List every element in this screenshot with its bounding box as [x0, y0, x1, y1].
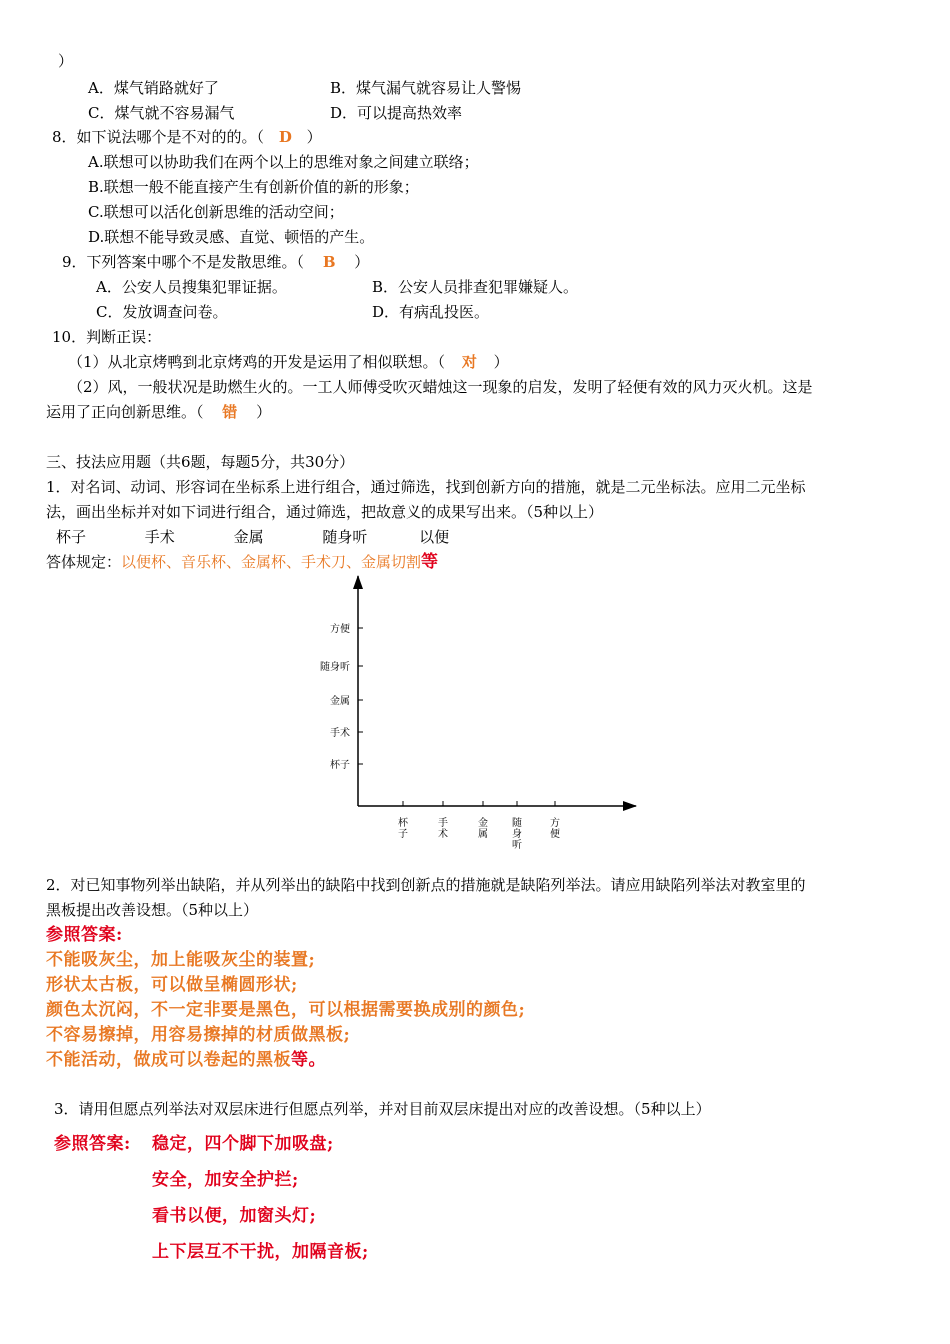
x-tick-label: 手术 [438, 818, 448, 840]
q10-item2-answer: 错 [222, 403, 238, 421]
s3-q1-line1: 1．对名词、动词、形容词在坐标系上进行组合，通过筛选，找到创新方向的措施，就是二元坐标法。应用二元坐标 [46, 478, 806, 496]
word-item: 以便 [419, 528, 450, 546]
q7-option-a: A．煤气销路就好了 [88, 79, 219, 97]
s3-q1-words [56, 526, 503, 548]
y-tick-label: 手术 [330, 728, 350, 739]
s3-q1-line2: 法，画出坐标并对如下词进行组合，通过筛选，把故意义的成果写出来。（5种以上） [46, 503, 604, 521]
q9-stem-line [62, 251, 369, 273]
q9-close: ） [354, 253, 370, 271]
word-item: 杯子 [56, 528, 87, 546]
q10-item2-line1: （2）风，一般状况是助燃生火的。一工人师傅受吹灭蜡烛这一现象的启发，发明了轻便有效的风力灭火机。这是 [68, 378, 813, 396]
q3-answer-4: 上下层互不干扰，加隔音板; [152, 1242, 369, 1262]
q2-answer-2: 形状太古板，可以做呈椭圆形状; [46, 975, 298, 995]
q3-answer-3: 看书以便，加窗头灯; [152, 1206, 317, 1226]
q3-answer-2: 安全，加安全护拦; [152, 1170, 299, 1190]
q8-stem: 8．如下说法哪个是不对的的。（ [52, 128, 265, 146]
x-tick-label: 杯子 [398, 818, 408, 840]
q2-answer-4: 不容易擦掉，用容易擦掉的材质做黑板; [46, 1025, 351, 1045]
q8-stem-line [52, 126, 322, 148]
q2-line1: 2．对已知事物列举出缺陷，并从列举出的缺陷中找到创新点的措施就是缺陷列举法。请应用缺陷列举法对教室里的 [46, 876, 806, 894]
q9-option-d: D．有病乱投医。 [372, 303, 490, 321]
y-tick-label: 金属 [330, 696, 350, 707]
s3-q1-answer-label: 答体规定： [46, 553, 122, 571]
q7-closing: ） [58, 52, 74, 70]
q3-line1: 3．请用但愿点列举法对双层床进行但愿点列举，并对目前双层床提出对应的改善设想。（5种以上） [54, 1100, 711, 1118]
q8-answer: D [278, 128, 292, 146]
x-tick-label: 金属 [478, 818, 488, 840]
q9-option-a: A．公安人员搜集犯罪证据。 [96, 278, 287, 296]
word-item: 金属 [233, 528, 264, 546]
q10-item2-close: ） [256, 403, 272, 421]
section3-title: 三、技法应用题（共6题，每题5分，共30分） [46, 453, 355, 471]
y-tick-label: 随身听 [320, 662, 350, 673]
y-tick-label: 杯子 [330, 760, 350, 771]
q8-close: ） [306, 128, 322, 146]
q9-option-b: B．公安人员排查犯罪嫌疑人。 [372, 278, 579, 296]
q10-stem: 10．判断正误： [52, 328, 162, 346]
coordinate-chart [0, 570, 950, 870]
s3-q1-answer-text: 以便杯、音乐杯、金属杯、手术刀、金属切割 [121, 553, 422, 571]
q3-answer-1: 稳定，四个脚下加吸盘; [152, 1134, 334, 1154]
q7-option-d: D．可以提高热效率 [330, 104, 463, 122]
q10-item2-line2 [46, 401, 271, 423]
q8-option-b: B.联想一般不能直接产生有创新价值的新的形象； [88, 178, 419, 196]
q10-item2: 运用了正向创新思维。（ [46, 403, 204, 421]
q2-answer-5-end: 等。 [291, 1050, 326, 1070]
x-tick-label: 方便 [550, 818, 560, 840]
q2-answer-1: 不能吸灰尘，加上能吸灰尘的装置; [46, 950, 316, 970]
q9-answer: B [322, 253, 336, 271]
q8-option-a: A.联想可以协助我们在两个以上的思维对象之间建立联络； [88, 153, 479, 171]
q10-item1: （1）从北京烤鸭到北京烤鸡的开发是运用了相似联想。（ [68, 353, 446, 371]
y-tick-label: 方便 [330, 624, 350, 635]
q10-item1-answer: 对 [461, 353, 477, 371]
q2-line2: 黑板提出改善设想。（5种以上） [46, 901, 259, 919]
x-tick-label: 随身听 [512, 818, 522, 851]
q3-ref-label: 参照答案: [54, 1134, 131, 1154]
word-item: 随身听 [322, 528, 368, 546]
s3-q1-answer-end: 等 [421, 552, 439, 572]
q10-item1-close: ） [493, 353, 509, 371]
q2-ref-label: 参照答案: [46, 925, 123, 945]
q9-option-c: C．发放调查问卷。 [96, 303, 228, 321]
word-item: 手术 [144, 528, 175, 546]
q7-option-c: C．煤气就不容易漏气 [88, 104, 235, 122]
q10-item1-line [68, 351, 509, 373]
q2-answer-3: 颜色太沉闷，不一定非要是黑色，可以根据需要换成别的颜色; [46, 1000, 526, 1020]
q8-option-d: D.联想不能导致灵感、直觉、顿悟的产生。 [88, 228, 375, 246]
q9-stem: 9．下列答案中哪个不是发散思维。（ [62, 253, 305, 271]
q2-answer-5: 不能活动，做成可以卷起的黑板 [46, 1050, 291, 1070]
q7-option-b: B．煤气漏气就容易让人警惕 [330, 79, 522, 97]
q8-option-c: C.联想可以活化创新思维的活动空间； [88, 203, 344, 221]
q2-answer-5-line [46, 1049, 326, 1071]
